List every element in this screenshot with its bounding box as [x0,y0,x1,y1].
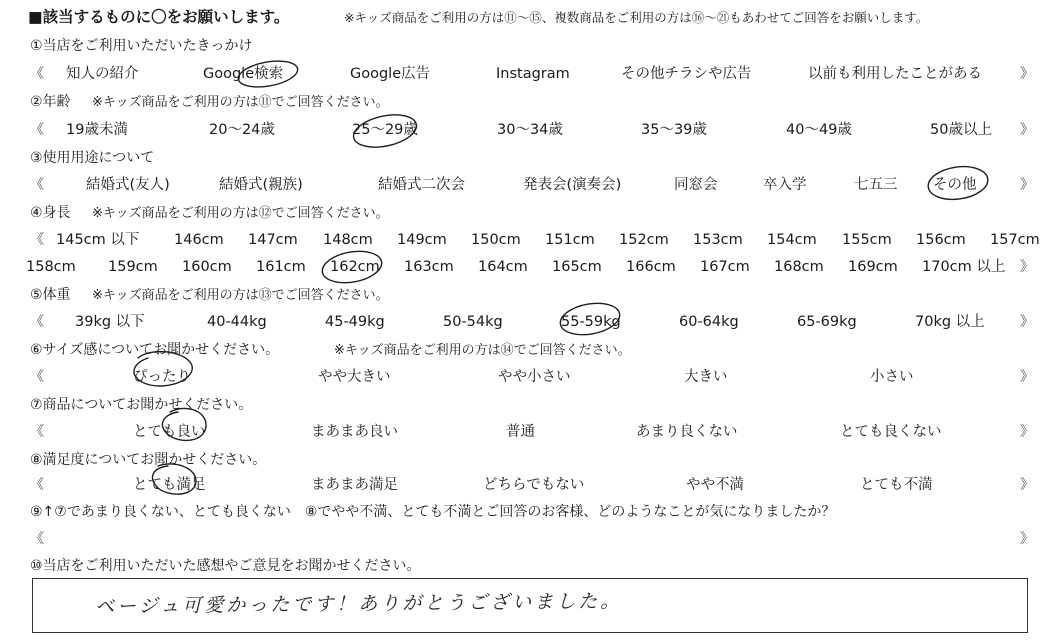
open-bracket: 《 [30,314,44,330]
question-label: ②年齢 [30,94,71,110]
option-q4-1[interactable]: 146cm [174,232,224,248]
option-q1-4[interactable]: その他チラシや広告 [621,66,752,82]
option-q5-4[interactable]: 55-59kg [561,314,621,330]
question-note: ※キッズ商品をご利用の方は⑭でご回答ください。 [334,343,631,358]
header-note: ※キッズ商品をご利用の方は⑪～⑮、複数商品をご利用の方は⑯～㉑もあわせてご回答をお願いします。 [344,10,929,25]
question-label: ⑤体重 [30,287,71,303]
question-note: ※キッズ商品をご利用の方は⑪でご回答ください。 [92,95,389,110]
q6-label-row [0,337,1060,364]
option-q4-21[interactable]: 166cm [626,259,676,275]
question-label: ⑦商品についてお聞かせください。 [30,397,253,413]
option-q4-13[interactable]: 158cm [26,259,76,275]
q4-label-row [0,200,1060,227]
option-q1-5[interactable]: 以前も利用したことがある [808,66,982,82]
question-label: ⑥サイズ感についてお聞かせください。 [30,342,280,358]
option-q4-5[interactable]: 150cm [471,232,521,248]
q9-answer-row [0,526,1060,553]
close-bracket: 》 [1020,314,1034,330]
handwritten-comment: ベージュ可愛かったです！ありがとうございました。 [94,590,623,618]
q4-options-row-1 [0,227,1060,254]
option-q4-18[interactable]: 163cm [404,259,454,275]
open-bracket: 《 [30,424,44,440]
option-q3-5[interactable]: 卒入学 [763,177,807,193]
question-label: ⑨↑⑦であまり良くない、とても良くない ⑧でやや不満、とても不満とご回答のお客様、どのようなことが気になりましたか？ [30,504,836,520]
option-q4-12[interactable]: 157cm [990,232,1040,248]
option-q5-5[interactable]: 60-64kg [679,314,739,330]
question-note: ※キッズ商品をご利用の方は⑫でご回答ください。 [92,206,389,221]
option-q2-3[interactable]: 30～34歳 [497,122,563,138]
option-q4-17[interactable]: 162cm [330,259,380,275]
option-q3-7[interactable]: その他 [933,177,977,193]
open-bracket: 《 [30,531,44,547]
option-q6-3[interactable]: 大きい [684,369,728,385]
option-q4-9[interactable]: 154cm [767,232,817,248]
option-q3-6[interactable]: 七五三 [854,177,898,193]
option-q4-19[interactable]: 164cm [478,259,528,275]
option-q8-2[interactable]: どちらでもない [483,477,585,493]
q8-label-row [0,447,1060,474]
option-q3-0[interactable]: 結婚式(友人) [86,177,170,193]
option-q5-6[interactable]: 65-69kg [797,314,857,330]
option-q2-0[interactable]: 19歳未満 [66,122,128,138]
option-q7-4[interactable]: とても良くない [840,424,942,440]
question-label: ⑧満足度についてお聞かせください。 [30,452,267,468]
q5-label-row [0,282,1060,309]
option-q5-3[interactable]: 50-54kg [443,314,503,330]
open-bracket: 《 [30,232,44,248]
close-bracket: 》 [1020,477,1034,493]
option-q3-3[interactable]: 発表会(演奏会) [523,177,622,193]
comment-box[interactable] [32,578,1028,633]
q8-options-row [0,472,1060,499]
open-bracket: 《 [30,177,44,193]
option-q4-20[interactable]: 165cm [552,259,602,275]
option-q4-10[interactable]: 155cm [842,232,892,248]
option-q1-2[interactable]: Google広告 [350,66,431,82]
option-q1-0[interactable]: 知人の紹介 [66,66,139,82]
option-q4-6[interactable]: 151cm [545,232,595,248]
close-bracket: 》 [1020,122,1034,138]
close-bracket: 》 [1020,369,1034,385]
option-q8-4[interactable]: とても不満 [860,477,933,493]
option-q4-11[interactable]: 156cm [916,232,966,248]
q7-label-row [0,392,1060,419]
page-title: ■該当するものに〇をお願いします。 [28,8,290,26]
question-label: ⑩当店をご利用いただいた感想やご意見をお聞かせください。 [30,558,421,574]
header-row [0,4,1060,31]
option-q8-1[interactable]: まあまあ満足 [311,477,398,493]
option-q4-14[interactable]: 159cm [108,259,158,275]
option-q2-1[interactable]: 20～24歳 [209,122,275,138]
q4-options-row-2 [0,254,1060,281]
option-q5-7[interactable]: 70kg 以上 [915,314,985,330]
option-q1-3[interactable]: Instagram [496,66,570,82]
option-q7-2[interactable]: 普通 [506,424,535,440]
option-q1-1[interactable]: Google検索 [203,66,284,82]
close-bracket: 》 [1020,259,1034,275]
option-q7-0[interactable]: とても良い [133,424,206,440]
option-q6-1[interactable]: やや大きい [318,369,391,385]
option-q6-2[interactable]: やや小さい [498,369,571,385]
close-bracket: 》 [1020,531,1034,547]
close-bracket: 》 [1020,66,1034,82]
option-q8-3[interactable]: やや不満 [686,477,744,493]
option-q4-24[interactable]: 169cm [848,259,898,275]
option-q6-0[interactable]: ぴったり [133,369,191,385]
option-q4-23[interactable]: 168cm [774,259,824,275]
option-q4-3[interactable]: 148cm [323,232,373,248]
open-bracket: 《 [30,66,44,82]
question-label: ①当店をご利用いただいたきっかけ [30,38,253,54]
option-q4-4[interactable]: 149cm [397,232,447,248]
q10-label-row [0,553,1060,580]
option-q2-2[interactable]: 25～29歳 [352,122,418,138]
option-q5-2[interactable]: 45-49kg [325,314,385,330]
question-label: ③使用用途について [30,150,155,166]
option-q3-2[interactable]: 結婚式二次会 [378,177,465,193]
option-q3-4[interactable]: 同窓会 [674,177,718,193]
q9-label-row [0,499,1060,526]
option-q4-22[interactable]: 167cm [700,259,750,275]
option-q4-8[interactable]: 153cm [693,232,743,248]
option-q2-4[interactable]: 35～39歳 [641,122,707,138]
option-q2-6[interactable]: 50歳以上 [930,122,992,138]
q6-options-row [0,364,1060,391]
option-q6-4[interactable]: 小さい [870,369,914,385]
option-q4-16[interactable]: 161cm [256,259,306,275]
option-q7-3[interactable]: あまり良くない [636,424,738,440]
question-note: ※キッズ商品をご利用の方は⑬でご回答ください。 [92,288,389,303]
q1-label-row [0,33,1060,60]
option-q4-2[interactable]: 147cm [248,232,298,248]
q2-options-row [0,117,1060,144]
option-q4-0[interactable]: 145cm 以下 [56,232,140,248]
question-label: ④身長 [30,205,71,221]
open-bracket: 《 [30,122,44,138]
q3-options-row [0,172,1060,199]
open-bracket: 《 [30,477,44,493]
close-bracket: 》 [1020,177,1034,193]
option-q7-1[interactable]: まあまあ良い [311,424,398,440]
q1-options-row [0,61,1060,88]
q2-label-row [0,89,1060,116]
option-q4-7[interactable]: 152cm [619,232,669,248]
option-q5-1[interactable]: 40-44kg [207,314,267,330]
open-bracket: 《 [30,369,44,385]
q5-options-row [0,309,1060,336]
q3-label-row [0,145,1060,172]
option-q5-0[interactable]: 39kg 以下 [75,314,145,330]
option-q2-5[interactable]: 40～49歳 [786,122,852,138]
close-bracket: 》 [1020,424,1034,440]
q7-options-row [0,419,1060,446]
option-q4-25[interactable]: 170cm 以上 [922,259,1006,275]
option-q3-1[interactable]: 結婚式(親族) [219,177,303,193]
option-q4-15[interactable]: 160cm [182,259,232,275]
option-q8-0[interactable]: とても満足 [133,477,206,493]
